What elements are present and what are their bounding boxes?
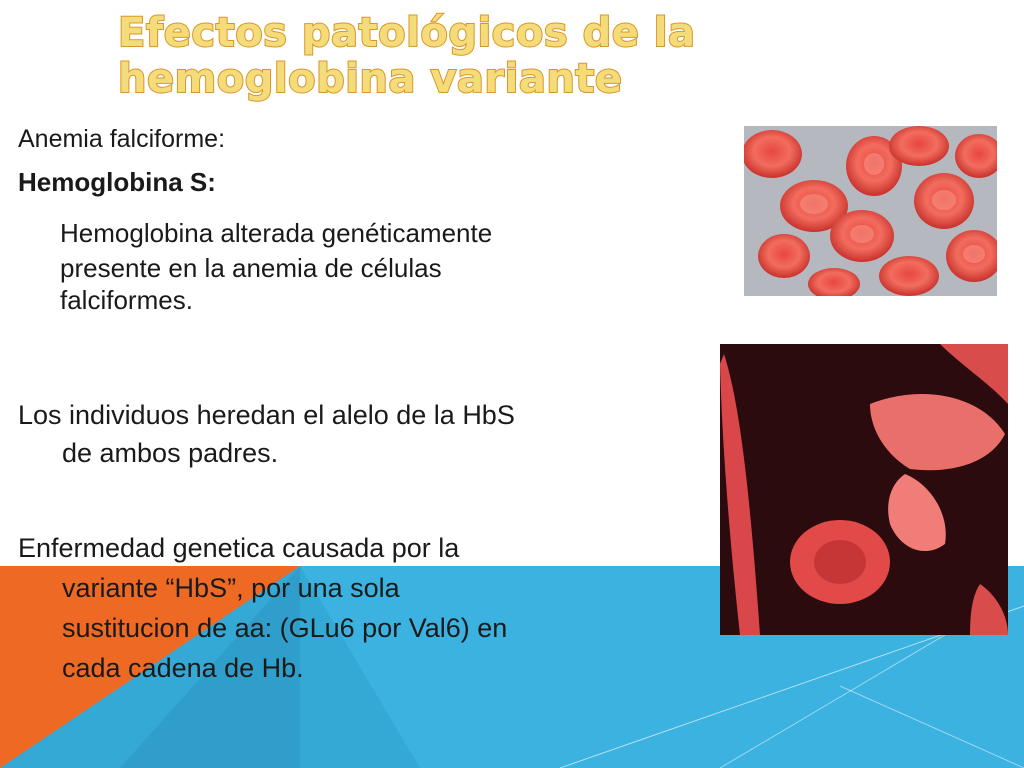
disease-paragraph [18, 528, 718, 688]
hbs-description-line-1: Hemoglobina alterada genéticamente [60, 218, 493, 248]
slide-title [118, 10, 798, 102]
anemia-label: Anemia falciforme: [18, 125, 226, 153]
inheritance-line-2: de ambos padres. [62, 438, 279, 468]
photo-red-blood-cells-icon [744, 126, 997, 296]
hemoglobin-s-label: Hemoglobina S: [18, 167, 216, 197]
disease-line-1: Enfermedad genetica causada por la [18, 533, 460, 563]
hbs-description-line-2: presente en la anemia de células [60, 253, 442, 283]
hbs-description [60, 214, 660, 316]
inheritance-line-1: Los individuos heredan el alelo de la HbS [18, 400, 515, 430]
disease-line-2: variante “HbS”, por una sola [62, 573, 400, 603]
photo-sickle-cells-icon [720, 344, 1008, 635]
disease-line-4: cada cadena de Hb. [62, 653, 304, 683]
slide-title-line-1: Efectos patológicos de la [118, 10, 696, 56]
hbs-description-line-3: falciformes. [60, 285, 193, 315]
slide-title-line-2: hemoglobina variante [118, 56, 623, 102]
disease-line-3: sustitucion de aa: (GLu6 por Val6) en [62, 613, 508, 643]
inheritance-paragraph [18, 396, 718, 472]
